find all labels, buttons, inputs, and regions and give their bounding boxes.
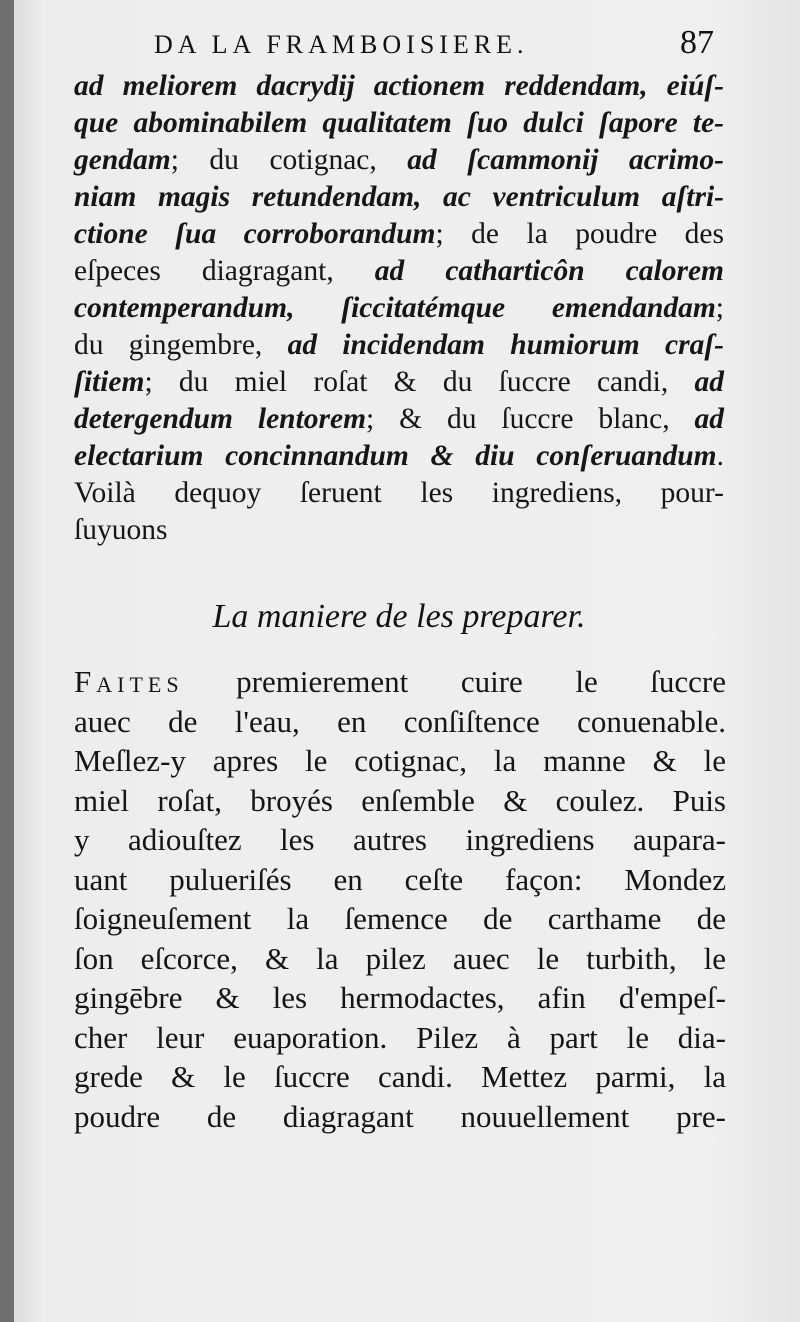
text-line <box>74 68 724 105</box>
text-line <box>74 662 726 702</box>
text-line <box>74 1057 726 1097</box>
latin-italic-run: detergendum lentorem <box>74 403 367 435</box>
latin-italic-run: ctione ſua corroborandum <box>74 218 436 250</box>
text-line <box>74 105 724 142</box>
latin-italic-run: ad ſcammonij acrimo- <box>407 144 724 176</box>
latin-italic-run: ad incidendam humiorum craſ- <box>287 329 724 361</box>
latin-italic-run: ad meliorem dacrydij actionem reddendam, eiúſ- <box>74 70 724 102</box>
text-line <box>74 142 724 179</box>
text-line <box>74 860 726 900</box>
line-text: grede & le ſuccre candi. Mettez parmi, la <box>74 1059 726 1094</box>
running-head <box>154 24 714 70</box>
text-line <box>74 939 726 979</box>
line-text: y adiouſtez les autres ingrediens aupara- <box>74 822 726 857</box>
line-text: poudre de diagragant nouuellement pre- <box>74 1098 726 1134</box>
text-line <box>74 702 726 742</box>
french-roman-run: ; & du ſuccre blanc, <box>366 403 695 435</box>
line-text: premierement cuire le ſuccre <box>236 664 726 699</box>
text-line <box>74 1097 726 1137</box>
opening-word: Faites <box>74 664 184 699</box>
paragraph-ingredient-purposes <box>74 68 724 549</box>
text-line <box>74 899 726 939</box>
latin-italic-run: contemperandum, ſiccitatémque emendandam <box>74 292 716 324</box>
text-line <box>74 179 724 216</box>
text-line <box>74 820 726 860</box>
text-line <box>74 401 724 438</box>
latin-italic-run: ad <box>694 366 724 398</box>
latin-italic-run: electarium concinnandum & diu conſeruandum <box>74 440 717 472</box>
latin-italic-run: gendam <box>74 144 171 176</box>
french-roman-run: ; du cotignac, <box>170 144 408 176</box>
line-text: miel roſat, broyés enſemble & coulez. Puis <box>74 782 726 818</box>
text-line <box>74 327 724 364</box>
line-text: auec de l'eau, en conſiſtence conuenable. <box>74 703 726 739</box>
latin-italic-run: ad catharticôn calorem <box>374 255 724 287</box>
paragraph-preparation <box>74 662 726 1136</box>
line-text: ſoigneuſement la ſemence de carthame de <box>74 901 726 936</box>
french-roman-run: ſuyuons <box>74 514 168 546</box>
latin-italic-run: ad <box>694 403 724 435</box>
french-roman-run: ; <box>715 292 724 324</box>
text-line <box>74 1018 726 1058</box>
section-heading: La maniere de les preparer. <box>212 598 586 635</box>
text-line <box>74 978 726 1018</box>
french-roman-run: . <box>716 440 724 472</box>
text-line <box>74 290 724 327</box>
latin-italic-run: ſitiem <box>74 366 145 398</box>
book-page <box>14 0 800 1322</box>
line-text: ſon eſcorce, & la pilez auec le turbith, le <box>74 940 726 976</box>
text-line <box>74 741 726 781</box>
french-roman-run: du gingembre, <box>74 329 288 361</box>
line-text: uant pulueriſés en ceſte façon: Mondez <box>74 861 726 897</box>
text-line <box>74 475 724 512</box>
line-text: gingēbre & les hermodactes, afin d'empeſ- <box>74 980 726 1015</box>
text-line <box>74 438 724 475</box>
latin-italic-run: que abominabilem qualitatem ſuo dulci ſapore te- <box>74 107 724 139</box>
latin-italic-run: niam magis retundendam, ac ventriculum aſtri- <box>74 181 724 213</box>
running-title: DA LA FRAMBOISIERE. <box>154 30 529 59</box>
text-line <box>74 216 724 253</box>
line-text: Meſlez-y apres le cotignac, la manne & le <box>74 743 726 778</box>
line-text: cher leur euaporation. Pilez à part le dia- <box>74 1019 726 1055</box>
text-line <box>74 781 726 821</box>
french-roman-run: ; du miel roſat & du ſuccre candi, <box>144 366 695 398</box>
french-roman-run: eſpeces diagragant, <box>74 255 375 287</box>
text-line <box>74 364 724 401</box>
page-number: 87 <box>680 24 714 61</box>
french-roman-run: ; de la poudre des <box>435 218 724 250</box>
french-roman-run: Voilà dequoy ſeruent les ingrediens, pour- <box>74 477 724 509</box>
text-line <box>74 253 724 290</box>
text-line <box>74 512 724 549</box>
